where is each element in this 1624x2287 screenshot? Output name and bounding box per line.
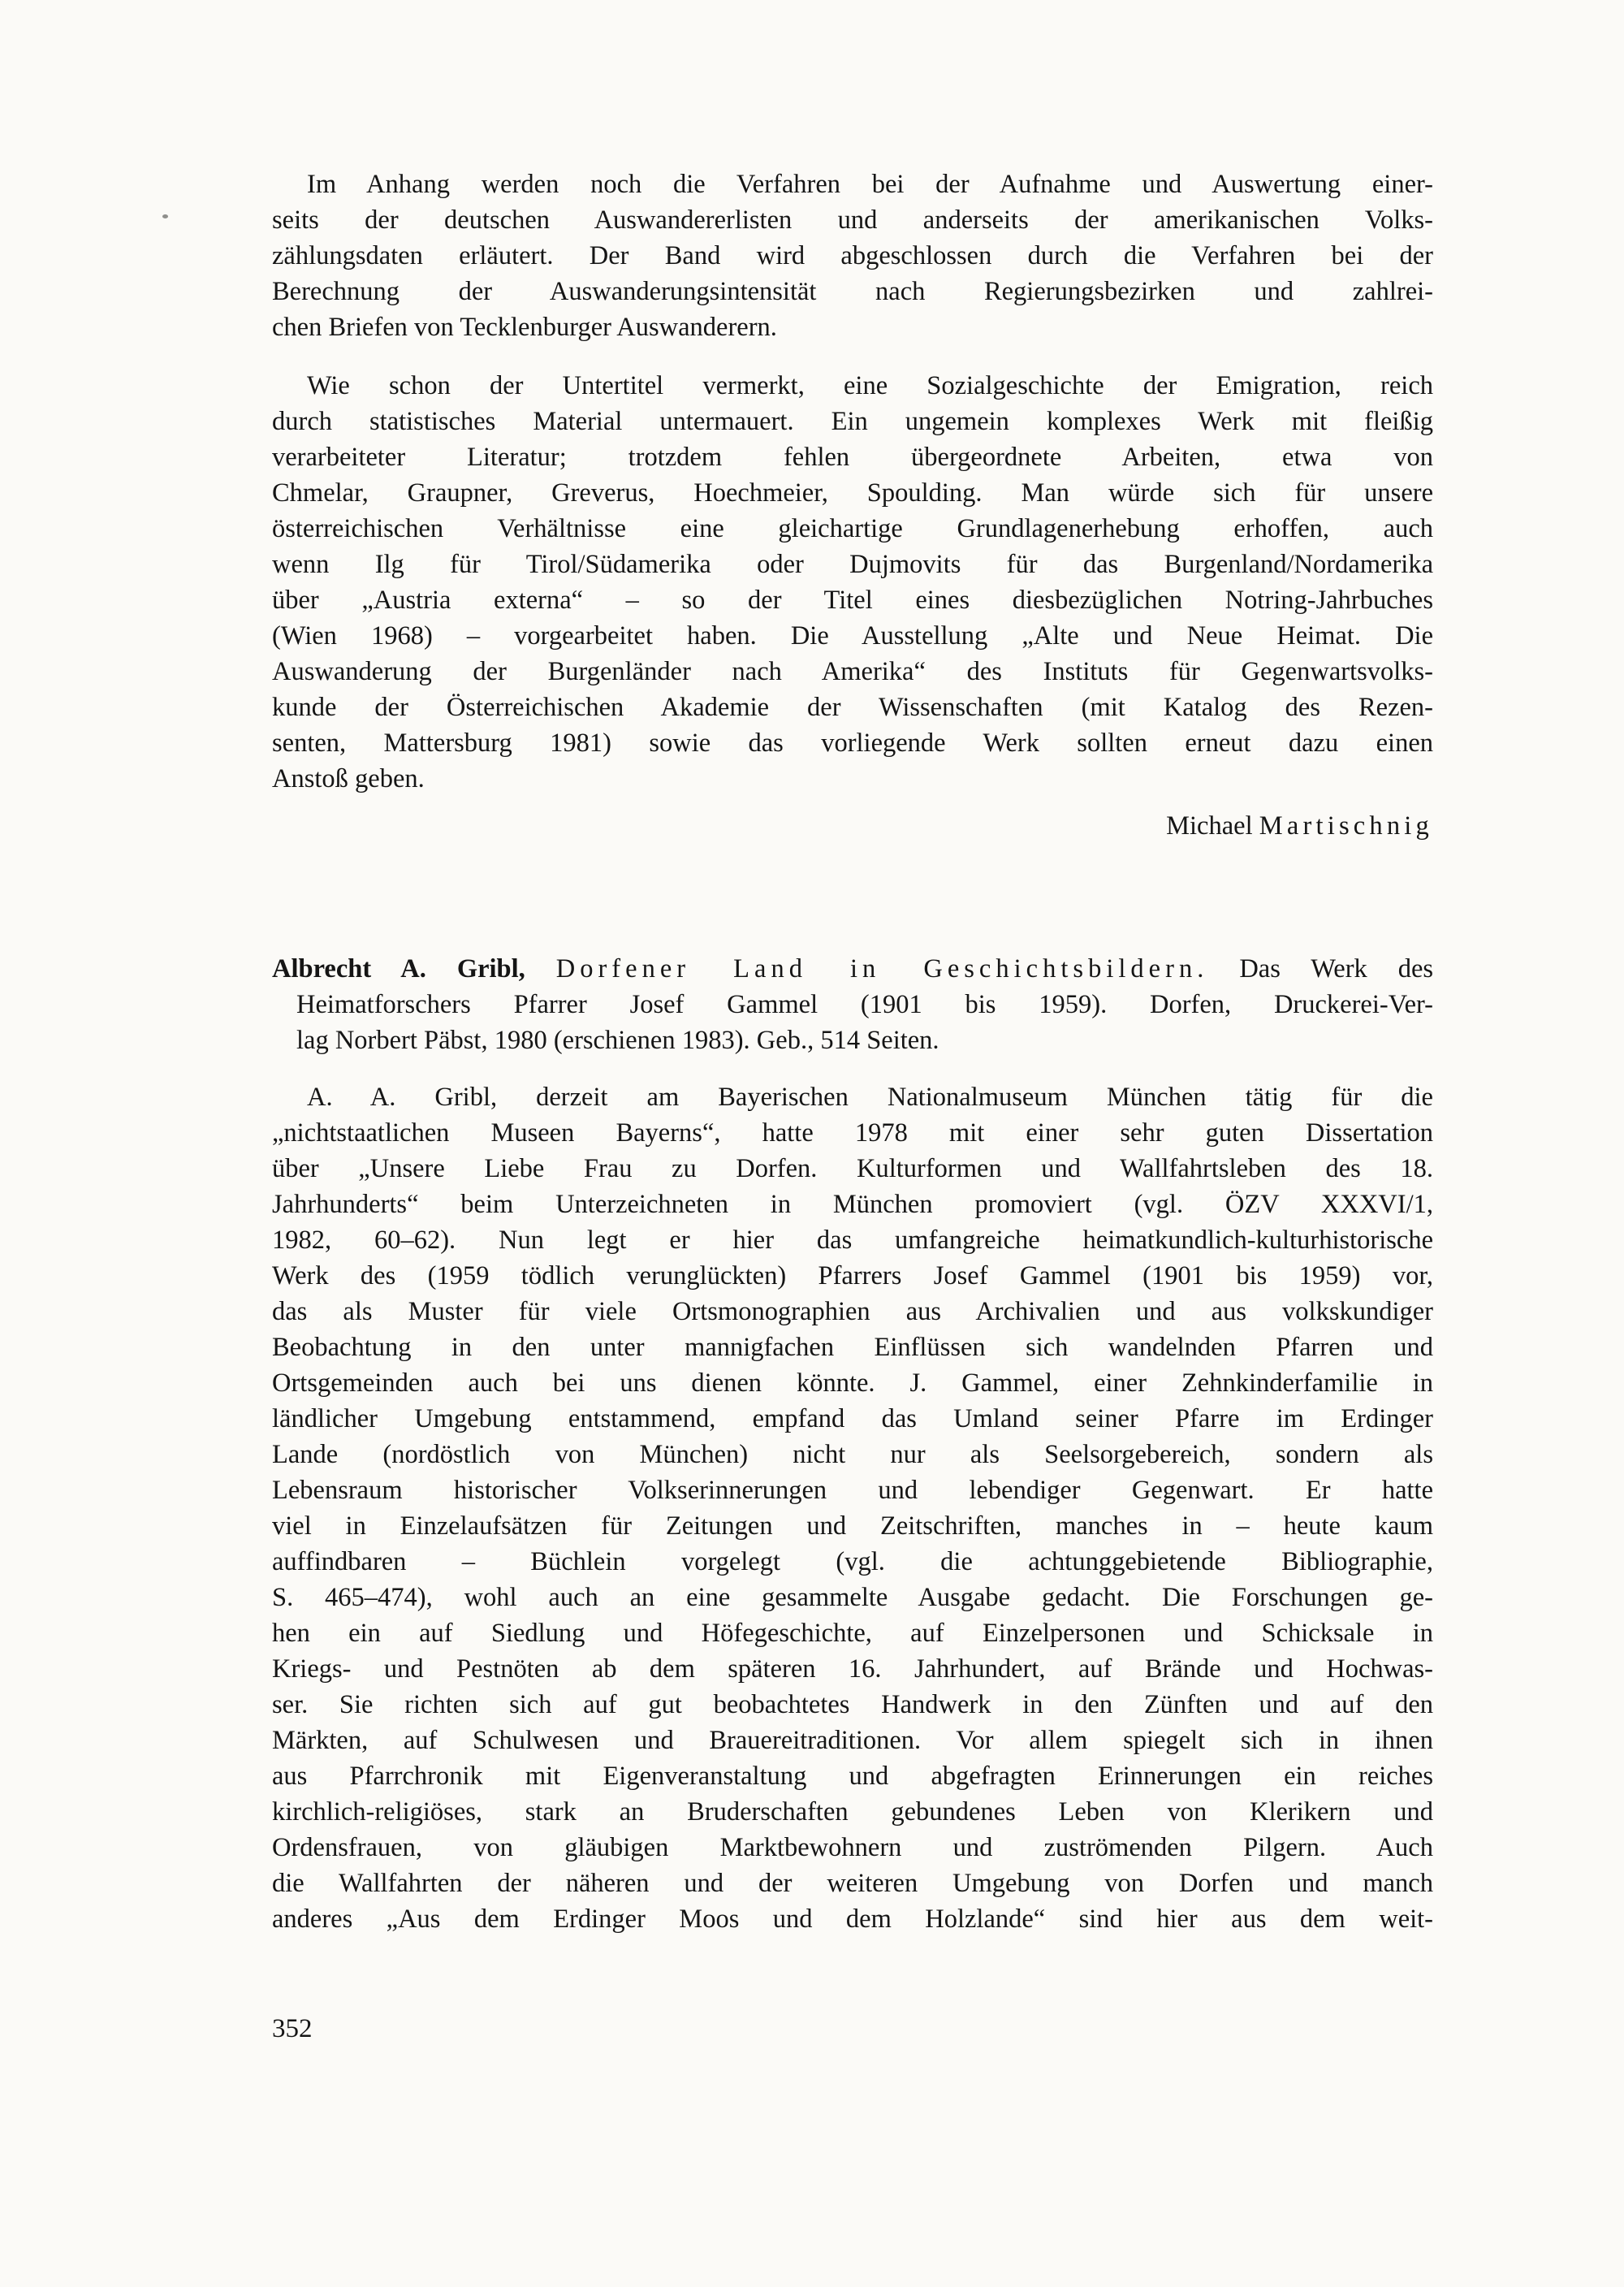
text-column <box>272 166 1433 1937</box>
reviewer-last-name: Martischnig <box>1259 811 1433 841</box>
text-line: auffindbaren – Büchlein vorgelegt (vgl. die achtunggebietende Bibliographie, <box>272 1547 1433 1576</box>
text-line: Ordensfrauen, von gläubigen Marktbewohnern und zuströmenden Pilgern. Auch <box>272 1833 1433 1862</box>
reviewer-signature <box>272 808 1433 844</box>
text-line: zählungsdaten erläutert. Der Band wird abgeschlossen durch die Verfahren bei der <box>272 241 1433 270</box>
review-body-paragraph <box>272 1079 1433 1937</box>
text-line: A. A. Gribl, derzeit am Bayerischen Nationalmuseum München tätig für die <box>307 1083 1433 1112</box>
text-line: Wie schon der Untertitel vermerkt, eine Sozialgeschichte der Emigration, reich <box>307 371 1433 400</box>
text-line: 1982, 60–62). Nun legt er hier das umfangreiche heimatkundlich-kulturhistorische <box>272 1226 1433 1255</box>
text-line: anderes „Aus dem Erdinger Moos und dem Holzlande“ sind hier aus dem weit- <box>272 1904 1433 1934</box>
text-line: wenn Ilg für Tirol/Südamerika oder Dujmovits für das Burgenland/Nordamerika <box>272 550 1433 579</box>
heading-line-2: Heimatforschers Pfarrer Josef Gammel (1901 bis 1959). Dorfen, Druckerei-Ver- <box>296 990 1433 1019</box>
text-line: Berechnung der Auswanderungsintensität nach Regierungsbezirken und zahlrei- <box>272 277 1433 306</box>
scan-artifact-speck <box>162 214 168 218</box>
text-line: viel in Einzelaufsätzen für Zeitungen und Zeitschriften, manches in – heute kaum <box>272 1511 1433 1541</box>
text-line: über „Unsere Liebe Frau zu Dorfen. Kulturformen und Wallfahrtsleben des 18. <box>272 1154 1433 1183</box>
text-line: aus Pfarrchronik mit Eigenveranstaltung und abgefragten Erinnerungen ein reiches <box>272 1762 1433 1791</box>
text-line: Jahrhunderts“ beim Unterzeichneten in München promoviert (vgl. ÖZV XXXVI/1, <box>272 1190 1433 1219</box>
review-heading-rest: Das Werk des <box>1239 954 1434 984</box>
text-line: über „Austria externa“ – so der Titel eines diesbezüglichen Notring-Jahrbuches <box>272 586 1433 615</box>
text-line: die Wallfahrten der näheren und der weiteren Umgebung von Dorfen und manch <box>272 1869 1433 1898</box>
review-author-name: Albrecht A. Gribl, <box>272 954 525 984</box>
page-number: 352 <box>272 2014 313 2043</box>
text-line: ser. Sie richten sich auf gut beobachtetes Handwerk in den Zünften und auf den <box>272 1690 1433 1719</box>
text-line: chen Briefen von Tecklenburger Auswanderern. <box>272 313 777 342</box>
heading-line-1 <box>272 951 1433 987</box>
text-line: hen ein auf Siedlung und Höfegeschichte, auf Einzelpersonen und Schicksale in <box>272 1619 1433 1648</box>
review-heading <box>272 951 1433 1058</box>
text-line: kirchlich-religiöses, stark an Bruderschaften gebundenes Leben von Klerikern und <box>272 1797 1433 1827</box>
text-line: österreichischen Verhältnisse eine gleichartige Grundlagenerhebung erhoffen, auch <box>272 514 1433 543</box>
heading-line-3: lag Norbert Päbst, 1980 (erschienen 1983). Geb., 514 Seiten. <box>296 1026 939 1055</box>
text-line: Chmelar, Graupner, Greverus, Hoechmeier, Spoulding. Man würde sich für unsere <box>272 478 1433 508</box>
text-line: (Wien 1968) – vorgearbeitet haben. Die Ausstellung „Alte und Neue Heimat. Die <box>272 621 1433 651</box>
text-line: Im Anhang werden noch die Verfahren bei der Aufnahme und Auswertung einer- <box>307 170 1433 199</box>
text-line: senten, Mattersburg 1981) sowie das vorliegende Werk sollten erneut dazu einen <box>272 728 1433 758</box>
review-book-title: Dorfener Land in Geschichtsbildern. <box>555 954 1209 984</box>
reviewer-first-name: Michael <box>1166 811 1253 841</box>
text-line: Werk des (1959 tödlich verunglückten) Pfarrers Josef Gammel (1901 bis 1959) vor, <box>272 1261 1433 1290</box>
text-line: kunde der Österreichischen Akademie der Wissenschaften (mit Katalog des Rezen- <box>272 693 1433 722</box>
text-line: „nichtstaatlichen Museen Bayerns“, hatte 1978 mit einer sehr guten Dissertation <box>272 1118 1433 1148</box>
text-line: verarbeiteter Literatur; trotzdem fehlen übergeordnete Arbeiten, etwa von <box>272 443 1433 472</box>
text-line: Lebensraum historischer Volkserinnerungen und lebendiger Gegenwart. Er hatte <box>272 1476 1433 1505</box>
text-line: seits der deutschen Auswandererlisten und anderseits der amerikanischen Volks- <box>272 205 1433 235</box>
text-line: Märkten, auf Schulwesen und Brauereitraditionen. Vor allem spiegelt sich in ihnen <box>272 1726 1433 1755</box>
text-line: Auswanderung der Burgenländer nach Amerika“ des Instituts für Gegenwartsvolks- <box>272 657 1433 686</box>
previous-review-paragraph-2 <box>272 368 1433 797</box>
text-line: Ortsgemeinden auch bei uns dienen könnte. J. Gammel, einer Zehnkinderfamilie in <box>272 1368 1433 1398</box>
text-line: Anstoß geben. <box>272 764 425 793</box>
text-line: Lande (nordöstlich von München) nicht nur als Seelsorgebereich, sondern als <box>272 1440 1433 1469</box>
text-line: Kriegs- und Pestnöten ab dem späteren 16. Jahrhundert, auf Brände und Hochwas- <box>272 1654 1433 1684</box>
previous-review-paragraph-1 <box>272 166 1433 345</box>
text-line: das als Muster für viele Ortsmonographien aus Archivalien und aus volkskundiger <box>272 1297 1433 1326</box>
text-line: S. 465–474), wohl auch an eine gesammelte Ausgabe gedacht. Die Forschungen ge- <box>272 1583 1433 1612</box>
text-line: ländlicher Umgebung entstammend, empfand das Umland seiner Pfarre im Erdinger <box>272 1404 1433 1433</box>
text-line: durch statistisches Material untermauert. Ein ungemein komplexes Werk mit fleißig <box>272 407 1433 436</box>
text-line: Beobachtung in den unter mannigfachen Einflüssen sich wandelnden Pfarren und <box>272 1333 1433 1362</box>
